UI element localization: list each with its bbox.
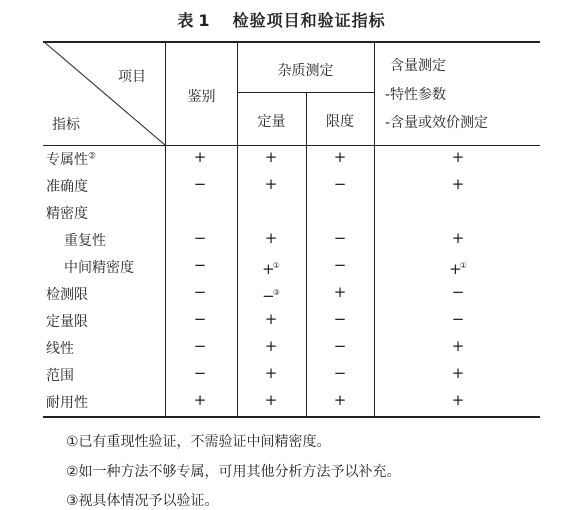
cell-detection-identify: − — [193, 283, 207, 301]
row-label-robustness: 耐用性 — [46, 395, 88, 411]
cell-repeatability-quant: + — [264, 229, 278, 247]
cell-specificity-limit: + — [333, 148, 347, 166]
cell-range-limit: − — [333, 364, 347, 382]
cell-repeatability-limit: − — [333, 229, 347, 247]
cell-robustness-identify: + — [193, 391, 207, 409]
cell-intermediate-content — [438, 258, 478, 277]
cell-intermediate-quant — [251, 258, 291, 277]
cell-intermediate-identify: − — [193, 256, 207, 274]
row-label-accuracy: 准确度 — [46, 179, 88, 195]
footnote-marker-1: ① — [272, 261, 280, 270]
col-divider-3 — [306, 93, 307, 417]
header-impurity: 杂质测定 — [277, 63, 334, 79]
table-title-prefix: 表 — [177, 11, 195, 30]
row-label-specificity — [46, 149, 96, 169]
cell-quantitation-content: − — [451, 310, 465, 328]
cell-linearity-quant: + — [264, 337, 278, 355]
cell-detection-quant-value: − — [262, 287, 275, 305]
cell-detection-content: − — [451, 283, 465, 301]
cell-intermediate-content-value: + — [449, 260, 462, 278]
cell-repeatability-identify: − — [193, 229, 207, 247]
cell-linearity-content: + — [451, 337, 465, 355]
header-item-label: 项目 — [118, 69, 146, 85]
cell-quantitation-limit: − — [333, 310, 347, 328]
table-title-text: 检验项目和验证指标 — [232, 11, 386, 30]
cell-accuracy-content: + — [451, 175, 465, 193]
header-indicator-label: 指标 — [52, 117, 80, 133]
header-quantitative: 定量 — [257, 114, 286, 130]
header-identify: 鉴别 — [187, 89, 216, 105]
row-label-repeatability: 重复性 — [64, 233, 106, 249]
row-label-range: 范围 — [46, 368, 74, 384]
row-label-linearity: 线性 — [46, 341, 74, 357]
header-content-line1: 含量测定 — [390, 58, 446, 74]
col-divider-2 — [237, 41, 238, 417]
cell-range-quant: + — [264, 364, 278, 382]
cell-robustness-quant: + — [264, 391, 278, 409]
cell-intermediate-quant-value: + — [262, 260, 275, 278]
row-label-quantitation-limit: 定量限 — [46, 314, 88, 330]
table-title-number: 1 — [198, 11, 211, 30]
table-bottom-rule — [43, 416, 540, 418]
footnote-2: ②如一种方法不够专属，可用其他分析方法予以补充。 — [66, 464, 401, 480]
col-divider-4 — [374, 41, 375, 417]
cell-detection-limit: + — [333, 283, 347, 301]
cell-specificity-identify: + — [193, 148, 207, 166]
header-limit: 限度 — [326, 114, 354, 130]
cell-detection-quant — [251, 285, 291, 304]
footnote-marker-2: ② — [88, 151, 97, 162]
cell-accuracy-limit: − — [333, 175, 347, 193]
row-label-intermediate-precision: 中间精密度 — [64, 260, 134, 276]
cell-intermediate-limit: − — [333, 256, 347, 274]
cell-accuracy-identify: − — [193, 175, 207, 193]
cell-specificity-quant: + — [264, 148, 278, 166]
header-content-line2: -特性参数 — [385, 87, 447, 103]
cell-repeatability-content: + — [451, 229, 465, 247]
cell-range-content: + — [451, 364, 465, 382]
footnote-3: ③视具体情况予以验证。 — [66, 493, 219, 509]
cell-range-identify: − — [193, 364, 207, 382]
cell-robustness-limit: + — [333, 391, 347, 409]
row-label-specificity-text: 专属性 — [46, 152, 88, 168]
row-label-precision: 精密度 — [46, 206, 88, 222]
cell-linearity-limit: − — [333, 337, 347, 355]
footnote-marker-3: ③ — [272, 288, 280, 297]
footnote-1: ①已有重现性验证，不需验证中间精密度。 — [66, 434, 331, 450]
cell-quantitation-identify: − — [193, 310, 207, 328]
cell-specificity-content: + — [451, 148, 465, 166]
table-title — [0, 8, 563, 31]
cell-quantitation-quant: + — [264, 310, 278, 328]
header-content-line3: -含量或效价测定 — [385, 115, 489, 131]
cell-linearity-identify: − — [193, 337, 207, 355]
row-label-detection-limit: 检测限 — [46, 287, 88, 303]
footnote-marker-1: ① — [459, 261, 467, 270]
cell-robustness-content: + — [451, 391, 465, 409]
cell-accuracy-quant: + — [264, 175, 278, 193]
